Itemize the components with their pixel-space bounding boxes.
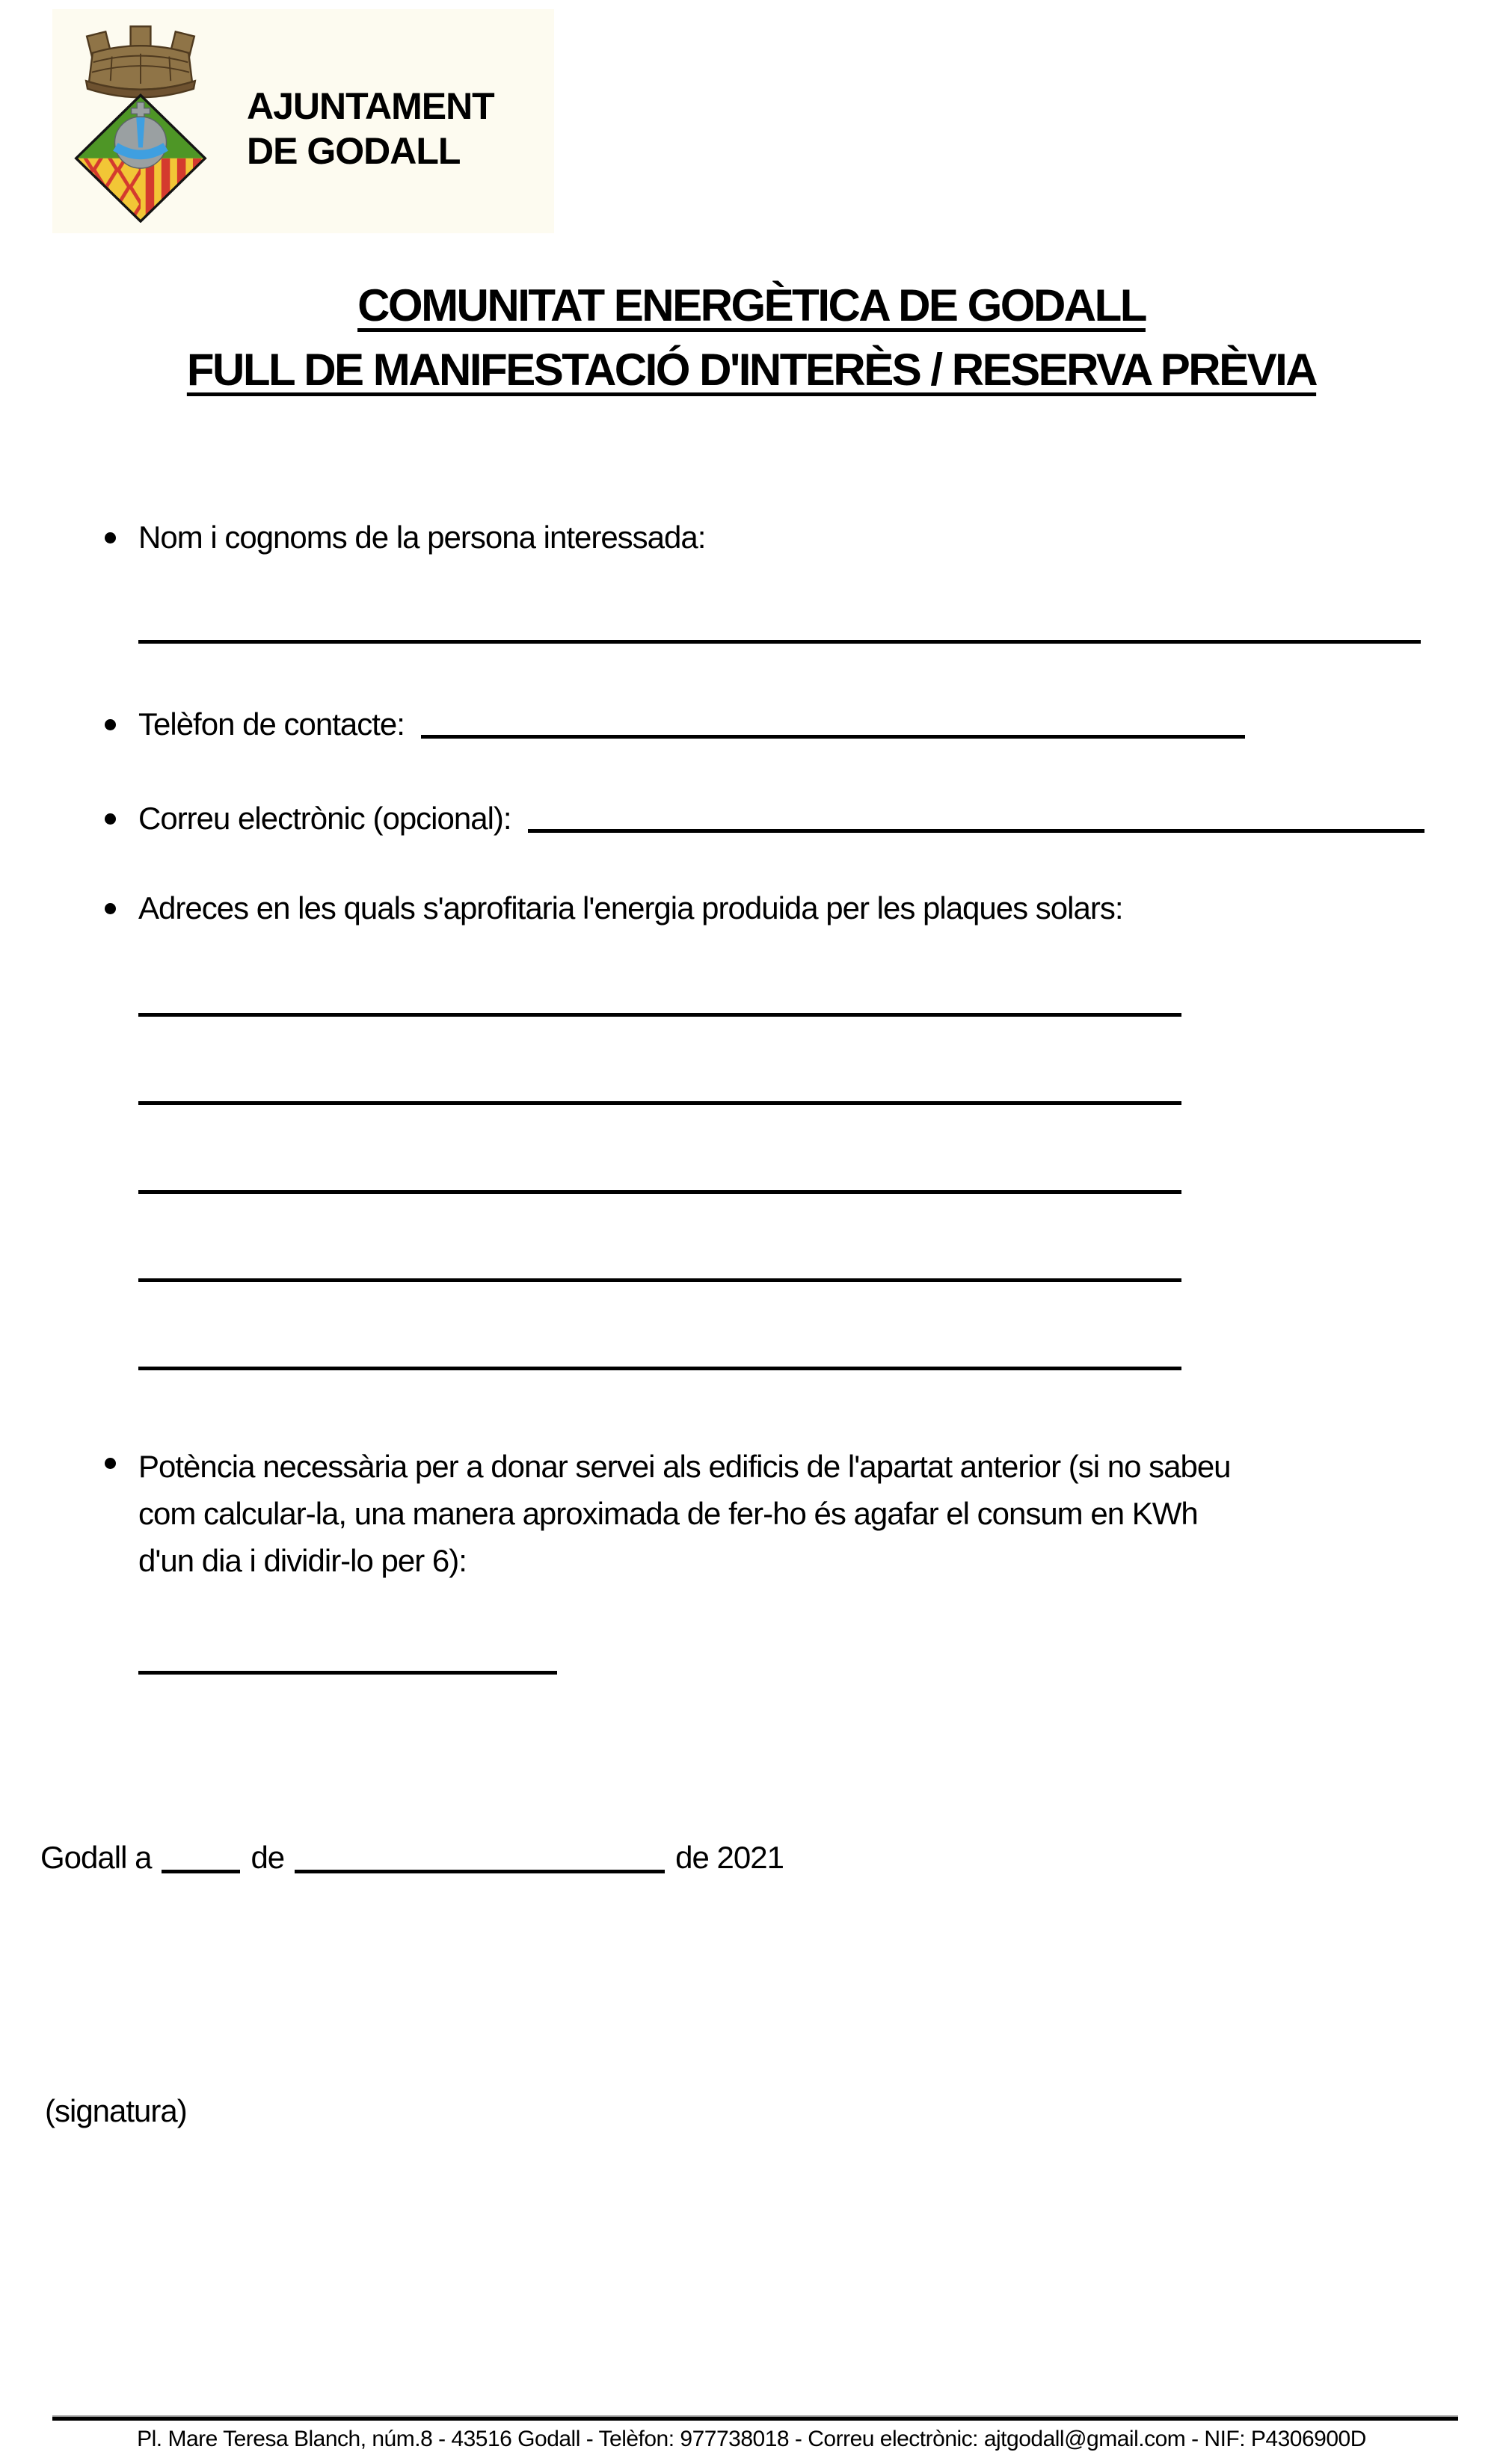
blank-line-day bbox=[162, 1870, 240, 1873]
blank-line-nom bbox=[138, 640, 1421, 644]
title-line1: COMUNITAT ENERGÈTICA DE GODALL bbox=[357, 280, 1146, 330]
field-nom-label: Nom i cognoms de la persona interessada: bbox=[138, 520, 706, 555]
blank-line-telefon bbox=[421, 735, 1245, 739]
bullet-icon bbox=[105, 719, 116, 730]
blank-line-adreces-4 bbox=[138, 1278, 1181, 1282]
title-line2: FULL DE MANIFESTACIÓ D'INTERÈS / RESERVA PRÈVIA bbox=[186, 345, 1317, 395]
org-name bbox=[247, 84, 494, 223]
bullet-icon bbox=[105, 813, 116, 825]
blank-line-adreces-5 bbox=[138, 1367, 1181, 1370]
field-nom bbox=[105, 517, 705, 558]
org-name-line1: AJUNTAMENT bbox=[247, 85, 494, 127]
blank-line-adreces-1 bbox=[138, 1013, 1181, 1017]
signature-label: (signatura) bbox=[45, 2093, 187, 2128]
ajuntament-logo bbox=[52, 9, 554, 233]
footer-divider bbox=[52, 2415, 1458, 2421]
bullet-icon bbox=[105, 903, 116, 914]
date-line-mid: de bbox=[250, 1840, 285, 1875]
field-adreces bbox=[105, 888, 1123, 928]
field-potencia-line1: Potència necessària per a donar servei als edificis de l'apartat anterior (si no sabeu bbox=[138, 1449, 1231, 1484]
blank-line-potencia bbox=[138, 1671, 557, 1675]
blank-line-adreces-2 bbox=[138, 1101, 1181, 1105]
date-line bbox=[40, 1838, 784, 1878]
date-line-year: de 2021 bbox=[675, 1840, 784, 1875]
bullet-icon bbox=[105, 532, 116, 543]
bullet-icon bbox=[105, 1458, 116, 1469]
field-adreces-label: Adreces en les quals s'aprofitaria l'energia produida per les plaques solars: bbox=[138, 890, 1123, 925]
field-telefon bbox=[105, 704, 1245, 745]
blank-line-month bbox=[295, 1870, 665, 1873]
field-potencia-line2: com calcular-la, una manera aproximada de fer-ho és agafar el consum en KWh bbox=[138, 1496, 1198, 1531]
field-potencia-label bbox=[138, 1443, 1231, 1584]
field-potencia bbox=[105, 1443, 1231, 1584]
org-name-line2: DE GODALL bbox=[247, 130, 461, 172]
godall-coat-of-arms-icon bbox=[69, 15, 212, 223]
blank-line-correu bbox=[528, 829, 1424, 833]
field-correu-label: Correu electrònic (opcional): bbox=[138, 801, 511, 836]
date-line-prefix: Godall a bbox=[40, 1840, 152, 1875]
blank-line-adreces-3 bbox=[138, 1190, 1181, 1194]
field-potencia-line3: d'un dia i dividir-lo per 6): bbox=[138, 1543, 467, 1578]
field-correu bbox=[105, 798, 1424, 839]
footer-contact-line: Pl. Mare Teresa Blanch, núm.8 - 43516 Godall - Telèfon: 977738018 - Correu electrònic: ajtgodall@gmail.com - NIF: P4306900D bbox=[137, 2427, 1366, 2451]
document-title bbox=[0, 274, 1503, 402]
field-telefon-label: Telèfon de contacte: bbox=[138, 706, 405, 742]
